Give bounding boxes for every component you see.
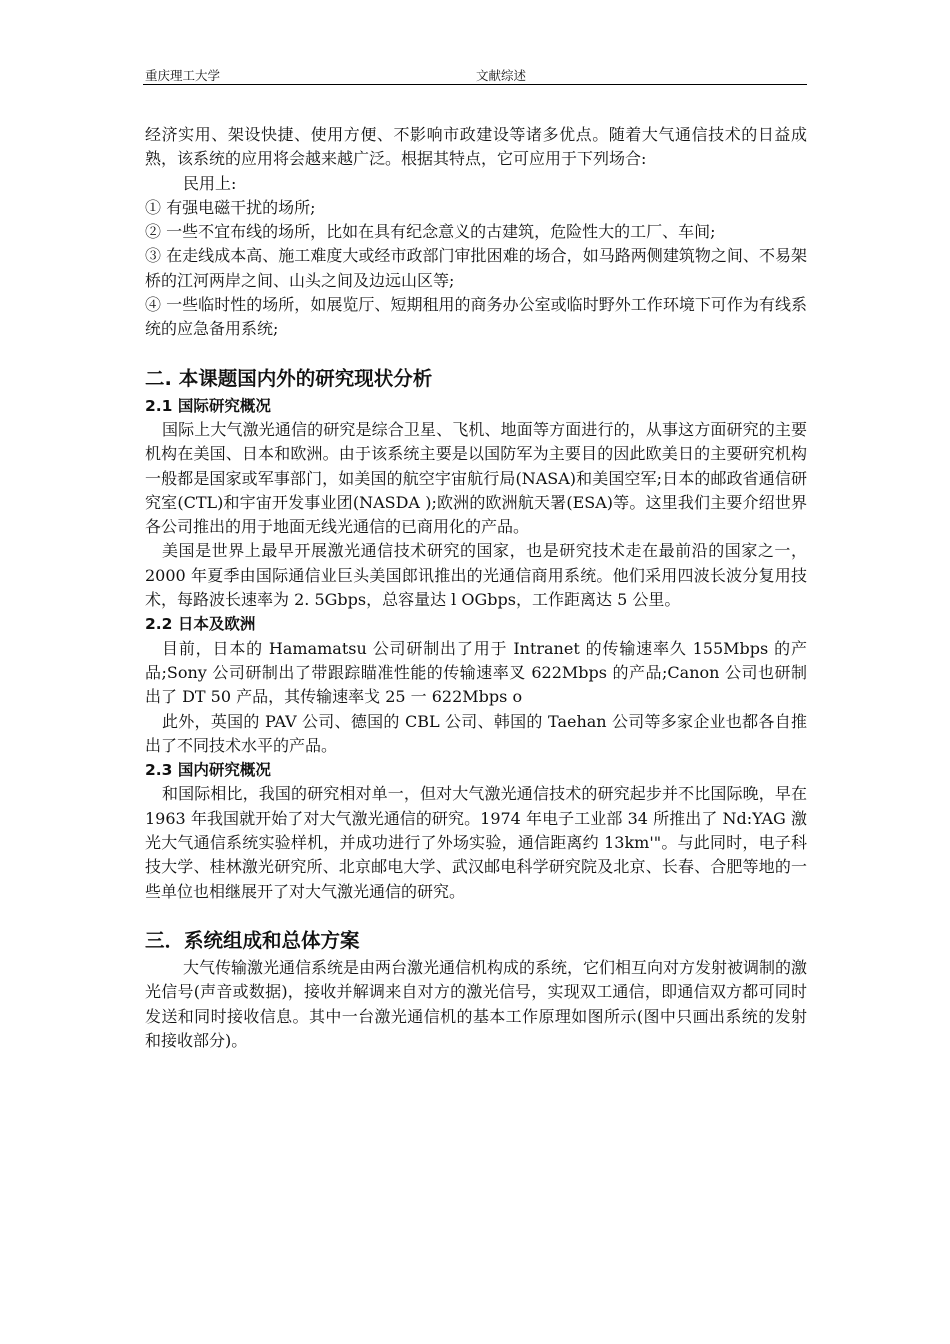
list-item: ② 一些不宜布线的场所，比如在具有纪念意义的古建筑，危险性大的工厂、车间; [145, 222, 716, 242]
paragraph: 和国际相比，我国的研究相对单一，但对大气激光通信技术的研究起步并不比国际晚，早在 1963 年我国就开始了对大气激光通信的研究。1974 年电子工业部 34 所推出了 Nd:YAG 激光大气通信系统实验样机，并成功进行了外场实验，通信距离约 13km'"。与此同时，电子科技大学、桂林激光研究所、北京邮电大学、武汉邮电科学研究院及北京、长春、合肥等地的一些单位也相继展开了对大气激光通信的研究。 [145, 784, 807, 901]
list-item: ③ 在走线成本高、施工难度大或经市政部门审批困难的场合，如马路两侧建筑物之间、不易架桥的江河两岸之间、山头之间及边远山区等; [145, 246, 807, 290]
list-item: ① 有强电磁干扰的场所; [145, 197, 316, 217]
intro-paragraph: 经济实用、架设快捷、使用方便、不影响市政建设等诸多优点。随着大气通信技术的日益成熟，该系统的应用将会越来越广泛。根据其特点，它可应用于下列场合: [145, 125, 807, 169]
document-body [145, 123, 807, 1053]
civil-label: 民用上: [183, 173, 237, 193]
list-item: ④ 一些临时性的场所，如展览厅、短期租用的商务办公室或临时野外工作环境下可作为有线系统的应急备用系统; [145, 295, 807, 339]
header-doc-type: 文献综述 [476, 68, 527, 83]
paragraph: 国际上大气激光通信的研究是综合卫星、飞机、地面等方面进行的，从事这方面研究的主要机构在美国、日本和欧洲。由于该系统主要是以国防军为主要目的因此欧美日的主要研究机构一般都是国家或军事部门，如美国的航空宇宙航行局(NASA)和美国空军;日本的邮政省通信研究室(CTL)和宇宙开发事业团(NASDA );欧洲的欧洲航天署(ESA)等。这里我们主要介绍世界各公司推出的用于地面无线光通信的已商用化的产品。 [145, 419, 807, 537]
subsection-2-2-heading: 2.2 日本及欧洲 [145, 615, 256, 634]
page-header [143, 64, 807, 85]
subsection-2-1-heading: 2.1 国际研究概况 [145, 396, 271, 415]
paragraph: 此外，英国的 PAV 公司、德国的 CBL 公司、韩国的 Taehan 公司等多家企业也都各自推出了不同技术水平的产品。 [145, 711, 807, 755]
section-2-heading: 二. 本课题国内外的研究现状分析 [145, 366, 433, 390]
paragraph: 目前，日本的 Hamamatsu 公司研制出了用于 Intranet 的传输速率久 155Mbps 的产品;Sony 公司研制出了带跟踪瞄准性能的传输速率叉 622Mbps 的产品;Canon 公司也研制出了 DT 50 产品，其传输速率戈 25 一 622Mbps o [145, 638, 807, 707]
paragraph: 美国是世界上最早开展激光通信技术研究的国家，也是研究技术走在最前沿的国家之一，2000 年夏季由国际通信业巨头美国郎讯推出的光通信商用系统。他们采用四波长波分复用技术，每路波长速率为 2. 5Gbps，总容量达 l OGbps，工作距离达 5 公里。 [145, 541, 807, 610]
subsection-2-3-heading: 2.3 国内研究概况 [145, 761, 271, 780]
section-3-heading: 三．系统组成和总体方案 [145, 928, 360, 952]
paragraph: 大气传输激光通信系统是由两台激光通信机构成的系统，它们相互向对方发射被调制的激光信号(声音或数据)，接收并解调来自对方的激光信号，实现双工通信，即通信双方都可同时发送和同时接收信息。其中一台激光通信机的基本工作原理如图所示(图中只画出系统的发射和接收部分)。 [145, 957, 808, 1050]
header-university: 重庆理工大学 [145, 68, 221, 83]
